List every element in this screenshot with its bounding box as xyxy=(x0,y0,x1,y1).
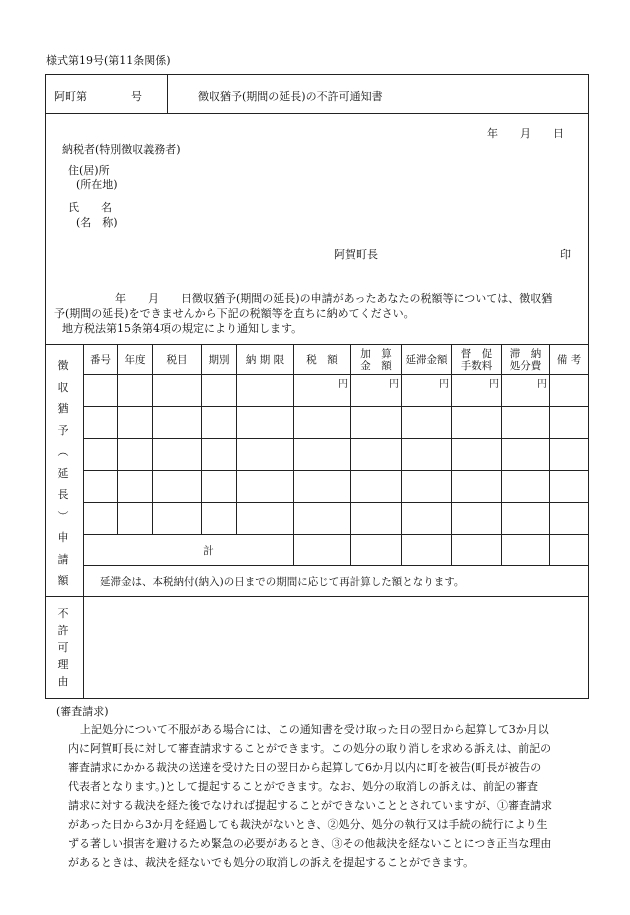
notice-line-3: 地方税法第15条第4項の規定により通知します。 xyxy=(62,322,303,335)
side-label-char: 長 xyxy=(57,488,69,501)
refusal-label-char: 不 xyxy=(57,607,69,620)
yen-unit: 円 xyxy=(402,375,452,407)
table-header-row xyxy=(84,345,589,375)
review-line: があるときは、裁決を経ないでも処分の取消しの訴えを提起することができます。 xyxy=(68,856,475,869)
notice-line-1: 年 月 日徴収猶予(期間の延長)の申請があったあなたの税額等については、徴収猶 xyxy=(115,292,553,305)
header-divider xyxy=(167,74,168,114)
address-sub-label: (所在地) xyxy=(76,178,118,191)
header-due-date: 納 期 限 xyxy=(237,345,294,375)
yen-unit: 円 xyxy=(502,375,550,407)
date-line: 年 月 日 xyxy=(487,127,564,140)
header-additional-amount: 加 算 金 額 xyxy=(351,345,402,375)
side-label-char: 額 xyxy=(57,574,69,587)
refusal-label-char: 理 xyxy=(57,658,69,671)
amounts-table xyxy=(83,344,589,597)
side-label-char: 予 xyxy=(57,423,69,437)
outer-left-border xyxy=(45,114,46,699)
side-label-char: ︶ xyxy=(57,509,69,523)
header-disposal-cost: 滞 納 処分費 xyxy=(502,345,550,375)
total-label: 計 xyxy=(84,535,294,566)
header-tax-item: 税目 xyxy=(153,345,202,375)
side-label-char: 申 xyxy=(57,531,69,544)
review-line: 審査請求にかかる裁決の送達を受けた日の翌日から起算して6か月以内に町を被告(町長が被告の xyxy=(68,761,542,774)
table-row xyxy=(84,375,589,407)
name-label: 氏 名 xyxy=(68,201,112,214)
address-label: 住(居)所 xyxy=(68,164,110,177)
header-year: 年度 xyxy=(118,345,153,375)
refusal-label-char: 由 xyxy=(57,675,69,688)
side-label-char: 徴 xyxy=(57,359,69,372)
yen-unit: 円 xyxy=(294,375,351,407)
header-delinquency-amount: 延滞金額 xyxy=(402,345,452,375)
outer-bottom-border xyxy=(45,698,589,699)
refusal-label-char: 可 xyxy=(57,641,69,654)
total-row xyxy=(84,535,589,566)
review-line: 請求に対する裁決を経た後でなければ提起することができないこととされていますが、①審査請求 xyxy=(68,799,552,812)
review-line: ずる著しい損害を避けるため緊急の必要があるとき、③その他裁決を経ないことにつき正当な理由 xyxy=(68,837,552,850)
yen-unit: 円 xyxy=(351,375,402,407)
side-label-char: ︵ xyxy=(57,445,69,458)
side-label-char: 猶 xyxy=(57,402,69,415)
name-sub-label: (名 称) xyxy=(76,216,118,229)
review-line: 代表者となります。)として提起することができます。なお、処分の取消しの訴えは、前記の審査 xyxy=(68,780,539,793)
review-line: 上記処分について不服がある場合には、この通知書を受け取った日の翌日から起算して3か月以 xyxy=(80,723,549,736)
header-number: 番号 xyxy=(84,345,118,375)
review-line: があった日から3か月を経過しても裁決がないとき、②処分、処分の執行又は手続の続行により生 xyxy=(68,818,548,831)
side-label-char: 請 xyxy=(57,552,69,566)
review-body xyxy=(58,720,588,872)
yen-unit: 円 xyxy=(452,375,502,407)
table-row xyxy=(84,503,589,535)
header-remarks: 備 考 xyxy=(550,345,589,375)
header-demand-fee: 督 促 手数料 xyxy=(452,345,502,375)
delinquency-note: 延滞金は、本税納付(納入)の日までの期間に応じて再計算した額となります。 xyxy=(84,566,589,597)
side-label-char: 収 xyxy=(57,380,69,394)
refusal-label-char: 許 xyxy=(57,624,69,637)
note-row xyxy=(84,566,589,597)
office-number: 阿町第 号 xyxy=(54,90,142,103)
side-label-char: 延 xyxy=(57,466,69,480)
taxpayer-label: 納税者(特別徴収義務者) xyxy=(62,143,181,156)
table-row xyxy=(84,407,589,439)
header-tax-amount: 税 額 xyxy=(294,345,351,375)
document-title: 徴収猶予(期間の延長)の不許可通知書 xyxy=(198,90,383,103)
issuer-name: 阿賀町長 xyxy=(334,248,378,261)
review-heading: (審査請求) xyxy=(56,705,109,718)
seal-mark: 印 xyxy=(560,248,571,261)
review-line: 内に阿賀町長に対して審査請求することができます。この処分の取り消しを求める訴えは、前記の xyxy=(68,742,552,755)
notice-line-2: 予(期間の延長)をできませんから下記の税額等を直ちに納めてください。 xyxy=(54,307,415,320)
table-row xyxy=(84,439,589,471)
header-period: 期別 xyxy=(202,345,237,375)
form-number: 様式第19号(第11条関係) xyxy=(46,54,171,67)
table-row xyxy=(84,471,589,503)
